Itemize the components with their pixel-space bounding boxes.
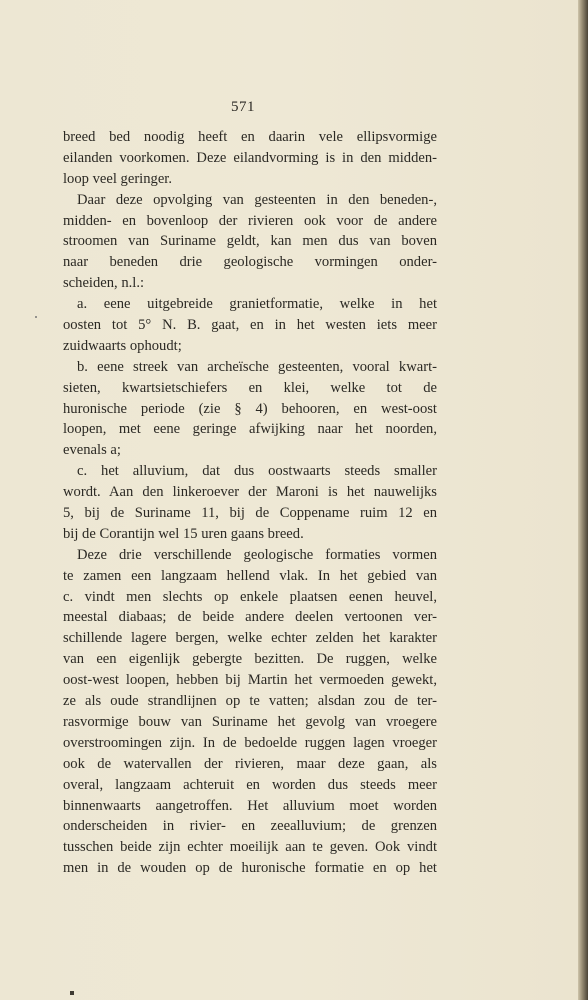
text-line: Daar deze opvolging van gesteenten in den beneden-, [77,191,437,208]
page-edge-shadow [578,0,588,1000]
text-line: breed bed noodig heeft en daarin vele ellipsvormige [63,129,437,145]
text-line: stroomen van Suriname geldt, kan men dus van boven [63,233,437,250]
text-line: oost-west loopen, hebben bij Martin het vermoeden gewekt, [63,672,437,689]
text-line: midden- en bovenloop der rivieren ook voor de andere [63,212,437,229]
text-line: onderscheiden in rivier- en zeealluvium; de grenzen [63,818,437,835]
text-line: binnenwaarts aangetroffen. Het alluvium moet worden [63,797,437,814]
bottom-speck [70,991,74,995]
text-line: wordt. Aan den linkeroever der Maroni is het nauwelijks [63,484,437,501]
text-line: a. eene uitgebreide granietformatie, welke in het [77,296,437,313]
text-line: eilanden voorkomen. Deze eilandvorming is in den midden- [63,149,437,166]
text-line: loopen, met eene geringe afwijking naar het noorden, [63,421,437,438]
text-line: naar beneden drie geologische vormingen onder- [63,254,437,271]
text-line: te zamen een langzaam hellend vlak. In het gebied van [63,567,437,584]
text-line: oosten tot 5° N. B. gaat, en in het westen iets meer [63,317,437,334]
page-number: 571 [231,99,255,115]
text-line: loop veel geringer. [63,170,173,187]
text-line: 5, bij de Suriname 11, bij de Coppename ruim 12 en [63,505,437,522]
text-line: Deze drie verschillende geologische formaties vormen [77,546,437,563]
text-line: tusschen beide zijn echter moeilijk aan te geven. Ook vindt [63,839,437,856]
text-line: scheiden, n.l.: [63,275,145,292]
text-line: huronische periode (zie § 4) behooren, en west-oost [63,400,437,417]
text-line: van een eigenlijk gebergte bezitten. De ruggen, welke [63,651,437,668]
text-line: meestal diabaas; de beide andere deelen vertoonen ver- [63,609,437,626]
text-line: men in de wouden op de huronische formatie en op het [63,860,437,877]
text-line: overstroomingen zijn. In de bedoelde ruggen lagen vroeger [63,734,437,751]
text-line: zuidwaarts ophoudt; [63,337,182,354]
text-line: evenals a; [63,442,121,459]
text-line: schillende lagere bergen, welke echter zelden het karakter [63,630,437,647]
text-line: b. eene streek van archeïsche gesteenten, vooral kwart- [77,358,437,375]
text-line: ze als oude strandlijnen op te vatten; alsdan zou de ter- [63,693,437,710]
text-line: c. het alluvium, dat dus oostwaarts steeds smaller [77,463,437,480]
text-line: ook de watervallen der rivieren, maar deze gaan, als [63,755,437,772]
body-text [63,127,437,879]
margin-speck [35,316,37,318]
text-line: bij de Corantijn wel 15 uren gaans breed. [63,525,304,542]
text-line: overal, langzaam achteruit en worden dus steeds meer [63,776,437,793]
text-line: sieten, kwartsietschiefers en klei, welke tot de [63,379,437,396]
text-line: rasvormige bouw van Suriname het gevolg van vroegere [63,713,437,730]
text-line: c. vindt men slechts op enkele plaatsen eenen heuvel, [63,588,437,605]
